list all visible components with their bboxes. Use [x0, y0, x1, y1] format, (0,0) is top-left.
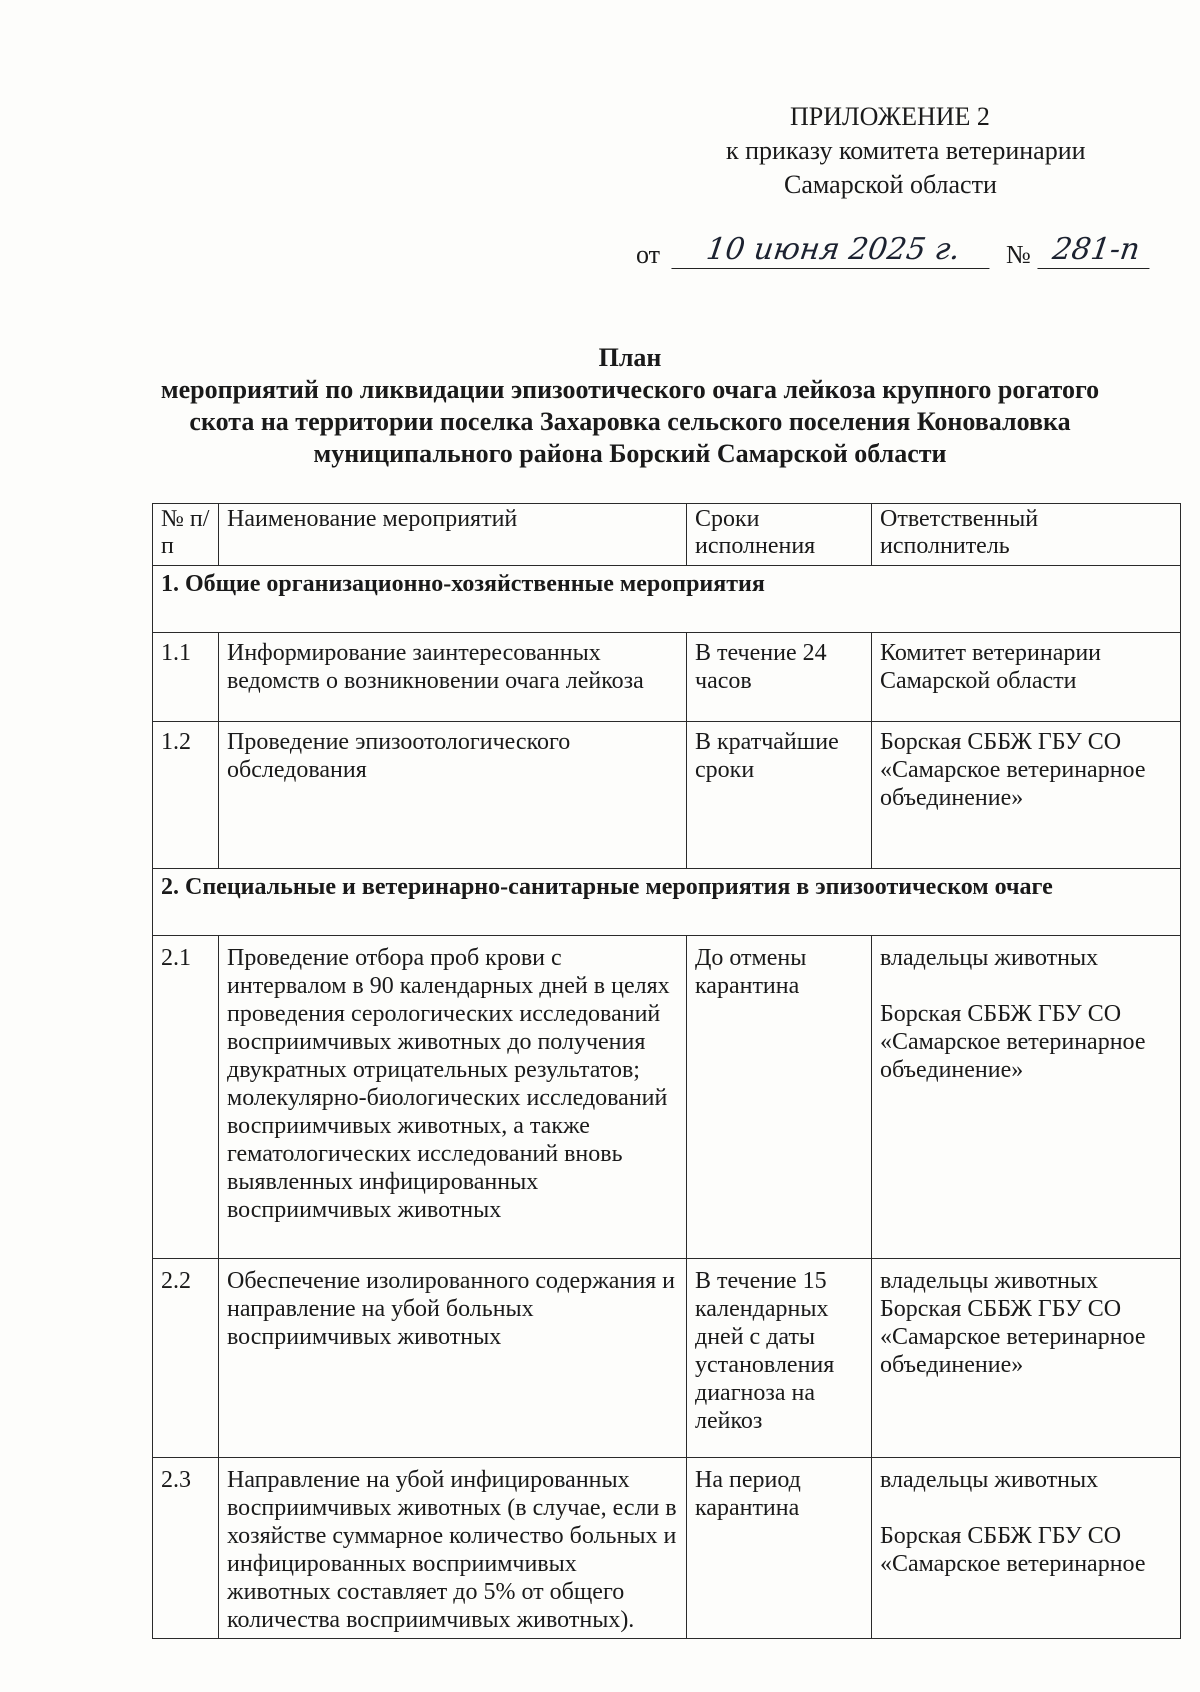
responsible-owners: владельцы животных — [880, 1467, 1099, 1493]
row-name: Направление на убой инфицированных восприимчивых животных (в случае, если в хозяйстве суммарное количество больных и инфицированных восприимчивых животных составляет до 5% от общего количества восприимчивых животных). — [219, 1458, 687, 1639]
plan-subtitle: мероприятий по ликвидации эпизоотического очага лейкоза крупного рогатого скота на территории поселка Захаровка сельского поселения Коноваловка муниципального района Борский Самарской области — [160, 375, 1100, 468]
table-row — [153, 936, 1181, 1259]
row-name: Проведение эпизоотологического обследования — [219, 722, 687, 869]
responsible-org: Борская СББЖ ГБУ СО «Самарское ветеринарное объединение» — [880, 1001, 1146, 1083]
responsible-owners: владельцы животных — [880, 945, 1099, 971]
appendix-title: ПРИЛОЖЕНИЕ 2 — [790, 102, 990, 131]
row-responsible: Борская СББЖ ГБУ СО «Самарское ветеринарное объединение» — [872, 722, 1181, 869]
responsible-org: Борская СББЖ ГБУ СО «Самарское ветеринарное объединение» — [880, 1296, 1146, 1378]
row-responsible — [872, 936, 1181, 1259]
row-num: 2.1 — [153, 936, 219, 1259]
appendix-order-ref: к приказу комитета ветеринарии — [726, 136, 1086, 165]
table-row — [153, 633, 1181, 722]
appendix-region: Самарской области — [784, 170, 997, 199]
row-term: В течение 24 часов — [687, 633, 872, 722]
table-row — [153, 1259, 1181, 1458]
row-responsible — [872, 1458, 1181, 1639]
table-header-row — [153, 504, 1181, 566]
header-num: № п/п — [153, 504, 219, 566]
row-name: Обеспечение изолированного содержания и направление на убой больных восприимчивых животных — [219, 1259, 687, 1458]
responsible-owners: владельцы животных — [880, 1268, 1099, 1294]
responsible-org: Борская СББЖ ГБУ СО «Самарское ветеринарное — [880, 1523, 1146, 1577]
row-term: В кратчайшие сроки — [687, 722, 872, 869]
row-responsible — [872, 1259, 1181, 1458]
row-num: 2.3 — [153, 1458, 219, 1639]
handwritten-number: 281-п — [1037, 232, 1154, 269]
row-name: Проведение отбора проб крови с интервалом в 90 календарных дней в целях проведения серологических исследований восприимчивых животных до получения двукратных отрицательных результатов; молекулярно-биологических исследований восприимчивых животных, а также гематологических исследований вновь выявленных инфицированных восприимчивых животных — [219, 936, 687, 1259]
row-term: На период карантина — [687, 1458, 872, 1639]
header-responsible: Ответственный исполнитель — [872, 504, 1181, 566]
row-term: До отмены карантина — [687, 936, 872, 1259]
number-label: № — [1006, 240, 1031, 269]
section-title: 2. Специальные и ветеринарно-санитарные мероприятия в эпизоотическом очаге — [153, 869, 1181, 936]
header-term: Сроки исполнения — [687, 504, 872, 566]
handwritten-date: 10 июня 2025 г. — [671, 232, 994, 269]
row-name: Информирование заинтересованных ведомств о возникновении очага лейкоза — [219, 633, 687, 722]
section-title: 1. Общие организационно-хозяйственные мероприятия — [153, 566, 1181, 633]
plan-heading: План — [598, 343, 662, 372]
from-label: от — [636, 240, 661, 269]
plan-title — [160, 342, 1100, 470]
section-row — [153, 869, 1181, 936]
row-num: 1.1 — [153, 633, 219, 722]
row-responsible: Комитет ветеринарии Самарской области — [872, 633, 1181, 722]
header-name: Наименование мероприятий — [219, 504, 687, 566]
row-num: 1.2 — [153, 722, 219, 869]
table-row — [153, 722, 1181, 869]
row-term: В течение 15 календарных дней с даты установления диагноза на лейкоз — [687, 1259, 872, 1458]
section-row — [153, 566, 1181, 633]
table-row — [153, 1458, 1181, 1639]
plan-table — [152, 503, 1181, 1639]
row-num: 2.2 — [153, 1259, 219, 1458]
